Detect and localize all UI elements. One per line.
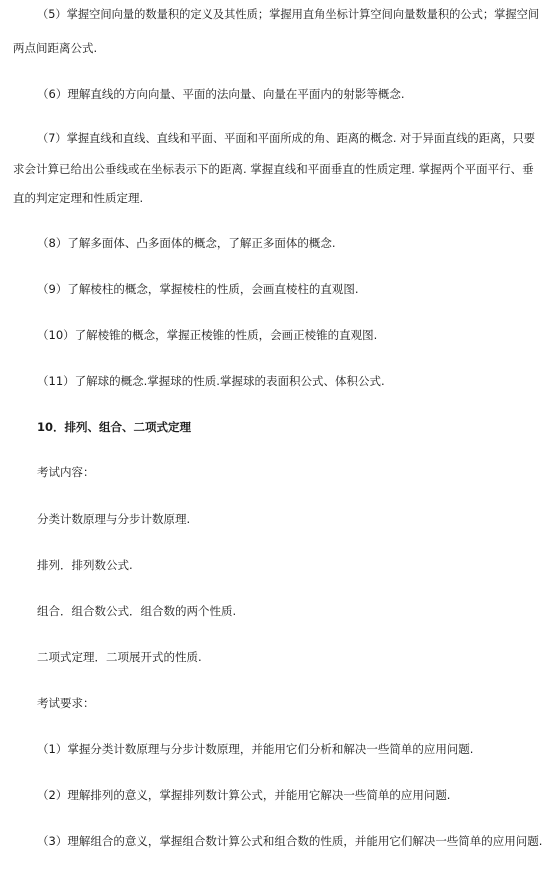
para-7-line-2: 求会计算已给出公垂线或在坐标表示下的距离. 掌握直线和平面垂直的性质定理. 掌握两个平面平行、垂 (13, 162, 534, 176)
para-7-line-3: 直的判定定理和性质定理. (13, 191, 144, 205)
section-heading: 10．排列、组合、二项式定理 (37, 420, 192, 434)
requirement-item-2: （2）理解排列的意义，掌握排列数计算公式，并能用它解决一些简单的应用问题. (37, 788, 451, 802)
exam-content-label: 考试内容： (37, 465, 95, 479)
para-11: （11）了解球的概念.掌握球的性质.掌握球的表面积公式、体积公式. (37, 374, 385, 388)
requirement-item-1: （1）掌握分类计数原理与分步计数原理，并能用它们分析和解决一些简单的应用问题. (37, 742, 474, 756)
requirement-item-3: （3）理解组合的意义，掌握组合数计算公式和组合数的性质，并能用它们解决一些简单的应用问题. (37, 834, 543, 848)
content-item-1: 分类计数原理与分步计数原理. (37, 512, 191, 526)
para-8: （8）了解多面体、凸多面体的概念，了解正多面体的概念. (37, 236, 336, 250)
para-6: （6）理解直线的方向向量、平面的法向量、向量在平面内的射影等概念. (37, 87, 405, 101)
para-5-line-1: （5）掌握空间向量的数量积的定义及其性质；掌握用直角坐标计算空间向量数量积的公式；掌握空间 (37, 8, 540, 21)
content-item-4: 二项式定理．二项展开式的性质. (37, 650, 202, 664)
exam-requirement-label: 考试要求： (37, 696, 95, 710)
para-5-line-2: 两点间距离公式. (13, 41, 98, 55)
para-10: （10）了解棱锥的概念，掌握正棱锥的性质，会画正棱锥的直观图. (37, 328, 378, 342)
content-item-3: 组合．组合数公式．组合数的两个性质. (37, 604, 237, 618)
content-item-2: 排列．排列数公式. (37, 558, 133, 572)
para-9: （9）了解棱柱的概念，掌握棱柱的性质，会画直棱柱的直观图. (37, 282, 359, 296)
para-7-line-1: （7）掌握直线和直线、直线和平面、平面和平面所成的角、距离的概念. 对于异面直线的距离，只要 (37, 132, 536, 145)
